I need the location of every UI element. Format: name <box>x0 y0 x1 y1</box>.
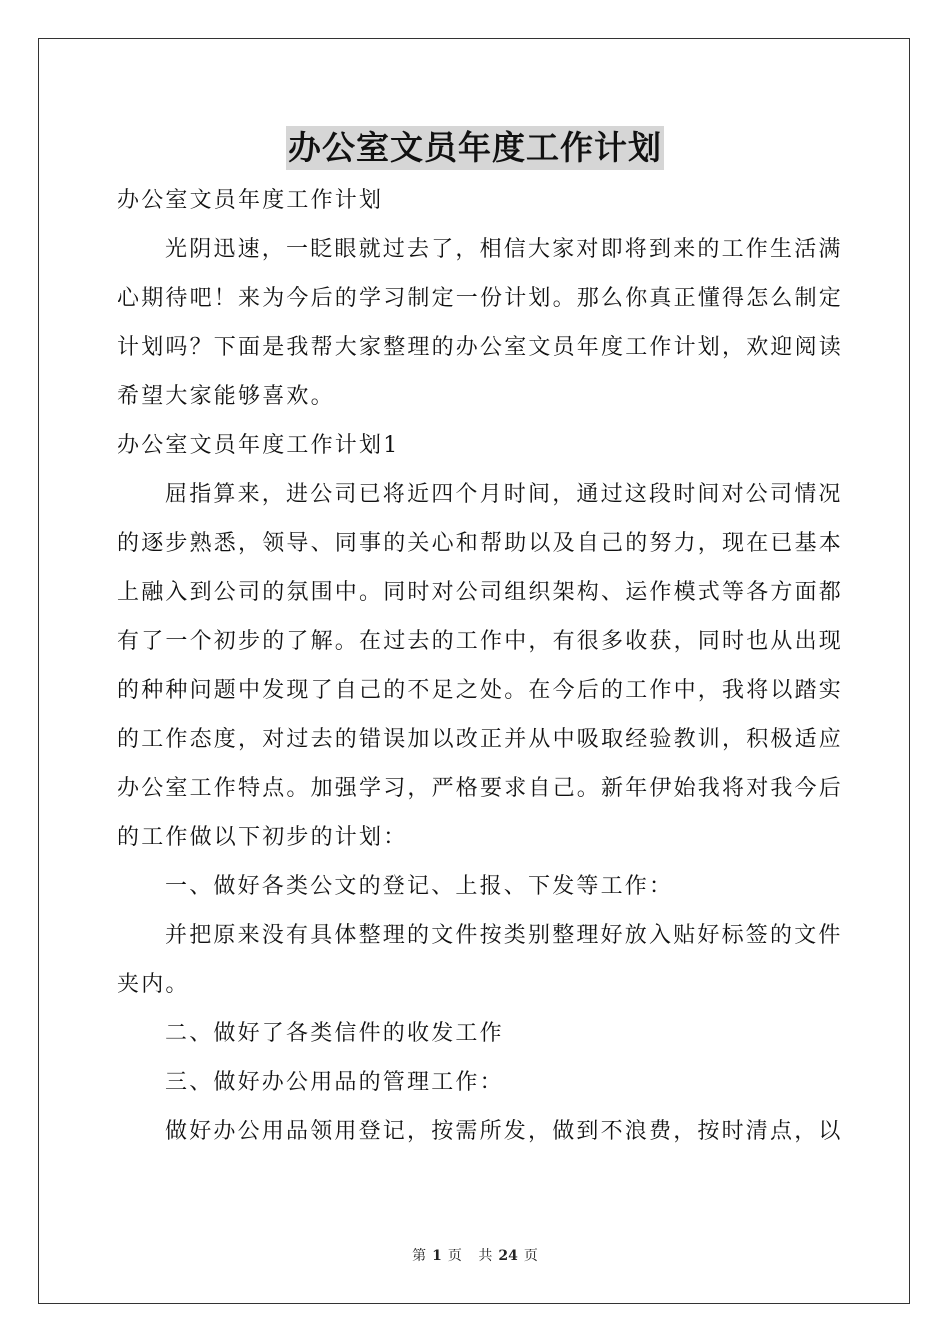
section-heading: 办公室文员年度工作计划 <box>117 188 384 213</box>
document-body <box>117 176 844 1156</box>
paragraph-line: 的逐步熟悉，领导、同事的关心和帮助以及自己的努力，现在已基本 <box>117 531 844 556</box>
list-item-heading: 三、做好办公用品的管理工作： <box>165 1070 504 1095</box>
total-prefix: 共 <box>478 1248 493 1264</box>
title-wrap <box>0 126 950 170</box>
page-prefix: 第 <box>412 1248 427 1264</box>
paragraph-line: 的种种问题中发现了自己的不足之处。在今后的工作中，我将以踏实 <box>117 678 844 703</box>
total-pages: 24 <box>498 1248 518 1264</box>
paragraph-line: 计划吗？下面是我帮大家整理的办公室文员年度工作计划，欢迎阅读 <box>117 335 844 360</box>
paragraph-line: 的工作态度，对过去的错误加以改正并从中吸取经验教训，积极适应 <box>117 727 844 752</box>
total-suffix: 页 <box>523 1248 538 1264</box>
paragraph-line: 夹内。 <box>117 972 190 997</box>
paragraph-line: 的工作做以下初步的计划： <box>117 825 408 850</box>
page-footer <box>0 1245 950 1265</box>
paragraph-line: 有了一个初步的了解。在过去的工作中，有很多收获，同时也从出现 <box>117 629 844 654</box>
paragraph-line: 做好办公用品领用登记，按需所发，做到不浪费，按时清点，以 <box>165 1119 843 1144</box>
document-title: 办公室文员年度工作计划 <box>286 126 664 170</box>
paragraph-line: 并把原来没有具体整理的文件按类别整理好放入贴好标签的文件 <box>165 923 843 948</box>
paragraph-line: 办公室工作特点。加强学习，严格要求自己。新年伊始我将对我今后 <box>117 776 844 801</box>
paragraph-line: 光阴迅速，一眨眼就过去了，相信大家对即将到来的工作生活满 <box>165 237 843 262</box>
paragraph-line: 屈指算来，进公司已将近四个月时间，通过这段时间对公司情况 <box>165 482 843 507</box>
page-indicator <box>409 1248 465 1264</box>
paragraph-line: 心期待吧！来为今后的学习制定一份计划。那么你真正懂得怎么制定 <box>117 286 844 311</box>
paragraph-line: 上融入到公司的氛围中。同时对公司组织架构、运作模式等各方面都 <box>117 580 844 605</box>
total-pages-indicator <box>475 1248 540 1264</box>
list-item-heading: 二、做好了各类信件的收发工作 <box>165 1021 504 1046</box>
list-item-heading: 一、做好各类公文的登记、上报、下发等工作： <box>165 874 674 899</box>
paragraph-line: 希望大家能够喜欢。 <box>117 384 335 409</box>
page-suffix: 页 <box>447 1248 462 1264</box>
section-heading: 办公室文员年度工作计划1 <box>117 433 400 458</box>
page-number: 1 <box>432 1248 442 1264</box>
